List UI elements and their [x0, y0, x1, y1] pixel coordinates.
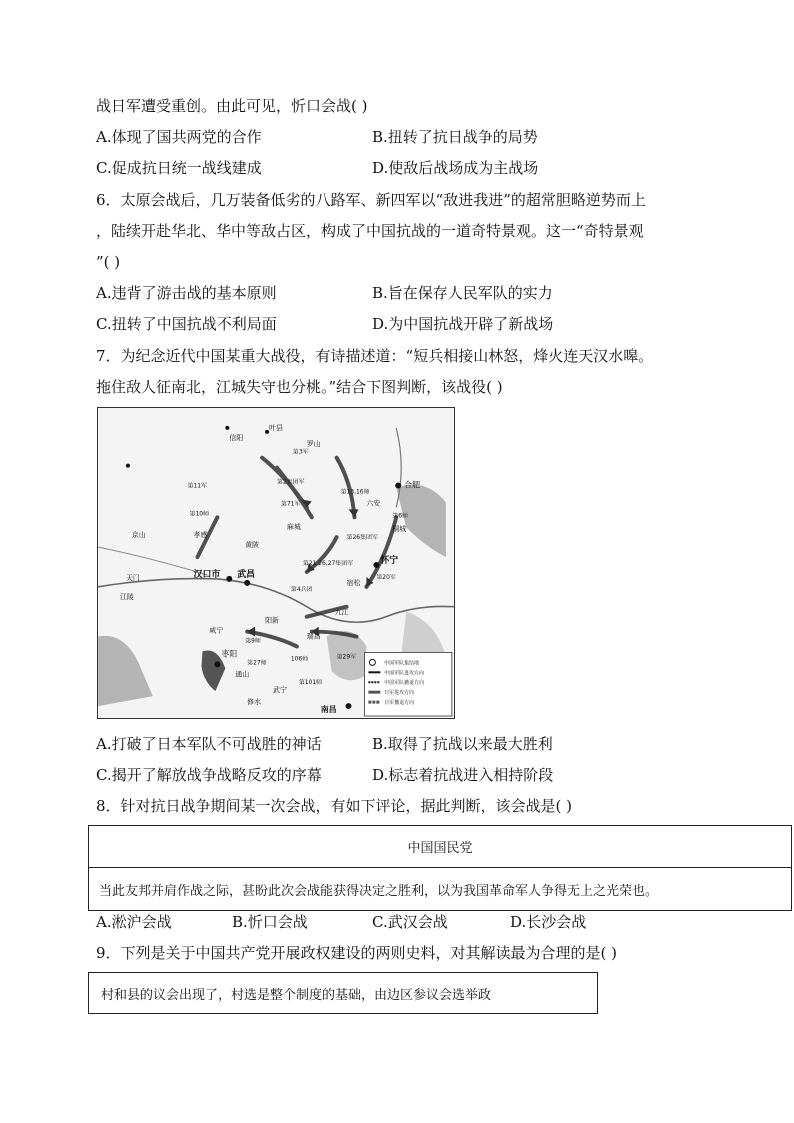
label-macheng: 麻城 — [286, 523, 301, 532]
label-army106: 106师 — [290, 655, 309, 663]
q7-stem-line2: 拖住敌人征南北，江城失守也分桃。”结合下图判断，该战役( ) — [96, 378, 503, 396]
q5-option-c[interactable]: C.促成抗日统一战线建成 — [96, 159, 262, 177]
q8-option-c[interactable]: C.武汉会战 — [372, 913, 448, 931]
label-army27: 第27师 — [247, 659, 267, 667]
q7-option-b[interactable]: B.取得了抗战以来最大胜利 — [372, 735, 553, 753]
label-tongshan: 通山 — [235, 670, 250, 679]
label-nanchang: 南昌 — [320, 705, 337, 715]
map-legend — [364, 652, 451, 716]
label-jiangling: 江陵 — [120, 592, 134, 601]
label-jiujiang: 九江 — [334, 608, 349, 617]
label-army3: 第3军 — [292, 448, 309, 456]
q7-option-a[interactable]: A.打破了日本军队不可战胜的神话 — [96, 735, 322, 753]
lake-dongting — [98, 636, 153, 706]
q7-stem-line1: 7．为纪念近代中国某重大战役，有诗描述道：“短兵相接山林怒，烽火连天汉水嗥。 — [96, 347, 654, 365]
q6-stem-line1: 6．太原会战后，几万装备低劣的八路军、新四军以“敌进我进”的超常胆略逆势而上 — [96, 191, 646, 209]
q8-option-b[interactable]: B.忻口会战 — [232, 913, 308, 931]
label-hefei: 合肥 — [404, 480, 421, 490]
label-ruichang: 瑞昌 — [306, 632, 321, 641]
label-army20: 第20军 — [376, 573, 396, 581]
q6-stem-line2: ，陆续开赴华北、华中等敌占区，构成了中国抗战的一道奇特景观。这一“奇特景观 — [96, 222, 644, 240]
legend-item-1: 中国军队集结地 — [384, 660, 419, 667]
q6-stem-line3: ”( ) — [96, 253, 121, 271]
label-army21: 第21,26,27集团军 — [302, 559, 354, 567]
q9-stem: 9．下列是关于中国共产党开展政权建设的两则史料，对其解读最为合理的是( ) — [96, 944, 618, 962]
legend-item-4: 日军进攻方向 — [384, 690, 415, 697]
label-xianning: 咸宁 — [209, 626, 224, 635]
label-xiushui: 修水 — [247, 698, 262, 707]
q9-source-box: 村和县的议会出现了，村选是整个制度的基础，由边区参议会选举政 — [88, 972, 598, 1014]
label-tongcheng: 桐城 — [392, 525, 407, 534]
label-army71: 第71军 — [280, 500, 301, 508]
label-army26: 第26集团军 — [346, 534, 378, 542]
label-wuning: 武宁 — [273, 686, 287, 695]
label-army13: 第13,16师 — [340, 488, 370, 496]
label-army101: 第101师 — [298, 679, 323, 687]
label-army2: 第2集团军 — [276, 478, 305, 486]
q7-option-d[interactable]: D.标志着抗战进入相持阶段 — [372, 766, 554, 784]
q5-option-b[interactable]: B.扭转了抗日战争的局势 — [372, 128, 538, 146]
label-susong: 宿松 — [346, 578, 361, 587]
label-army4: 第4兵团 — [290, 585, 313, 593]
label-tianmen: 天门 — [125, 573, 140, 582]
q6-option-c[interactable]: C.扭转了中国抗战不利局面 — [96, 315, 277, 333]
q8-option-d[interactable]: D.长沙会战 — [510, 913, 587, 931]
label-jingshan: 京山 — [131, 531, 146, 540]
label-xiaogan: 孝感 — [193, 531, 208, 540]
legend-item-5: 日军撤退方向 — [384, 700, 415, 707]
legend-item-2: 中国军队进攻方向 — [384, 670, 424, 677]
label-yangxin: 阳新 — [265, 616, 279, 625]
q6-option-d[interactable]: D.为中国抗战开辟了新战场 — [372, 315, 554, 333]
label-army6: 第6师 — [392, 512, 408, 520]
label-army29: 第29军 — [336, 653, 357, 661]
q5-stem-tail: 战日军遭受重创。由此可见，忻口会战( ) — [96, 97, 368, 115]
q8-stem: 8．针对抗日战争期间某一次会战，有如下评论，据此判断，该会战是( ) — [96, 797, 573, 815]
label-hankou: 汉口市 — [193, 569, 221, 580]
q8-table-header: 中国国民党 — [89, 826, 791, 868]
label-army11: 第11军 — [187, 482, 208, 490]
label-huaining: 怀宁 — [380, 556, 399, 566]
q8-quote-table — [88, 825, 792, 911]
label-yueyang: 枣阳 — [221, 649, 238, 659]
label-liuan: 六安 — [366, 499, 381, 508]
q8-table-body: 当此友邦并肩作战之际，甚盼此次会战能获得决定之胜利，以为我国革命军人争得无上之光荣也。 — [99, 883, 659, 899]
label-yexian: 叶县 — [269, 423, 283, 432]
q6-option-b[interactable]: B.旨在保存人民军队的实力 — [372, 284, 553, 302]
label-luoshan: 罗山 — [306, 439, 321, 448]
legend-item-3: 中国军队撤退方向 — [384, 680, 424, 687]
terrain-east — [396, 485, 446, 557]
label-xinyang: 信阳 — [229, 433, 244, 442]
q6-option-a[interactable]: A.违背了游击战的基本原则 — [96, 284, 277, 302]
q7-option-c[interactable]: C.揭开了解放战争战略反攻的序幕 — [96, 766, 322, 784]
troop-arrows — [198, 458, 397, 647]
label-huangpi: 黄陂 — [245, 541, 260, 550]
q8-option-a[interactable]: A.淞沪会战 — [96, 913, 172, 931]
q5-option-a[interactable]: A.体现了国共两党的合作 — [96, 128, 262, 146]
label-army10: 第10师 — [189, 510, 210, 518]
q5-option-d[interactable]: D.使敌后战场成为主战场 — [372, 159, 539, 177]
han-river — [98, 547, 207, 575]
label-army9: 第9师 — [245, 637, 261, 645]
label-wuchang: 武昌 — [237, 569, 256, 580]
battle-map — [97, 407, 455, 719]
